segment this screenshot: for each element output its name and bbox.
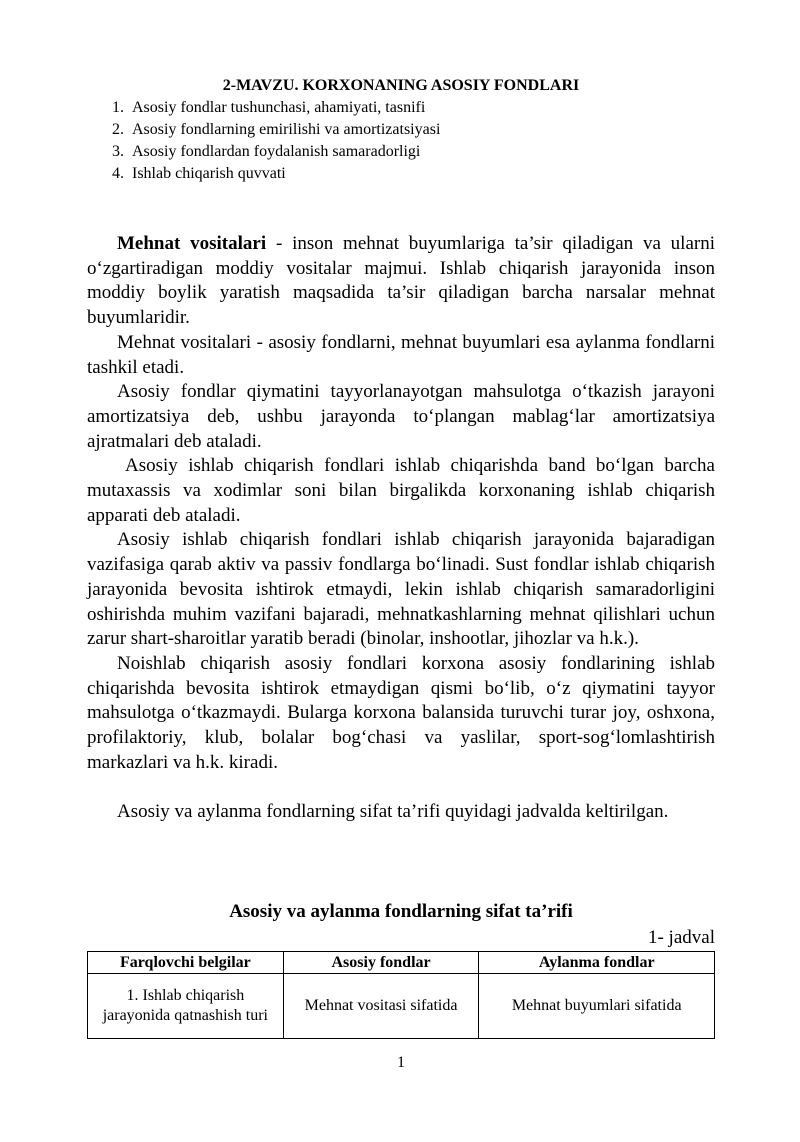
table-header-cell: Asosiy fondlar xyxy=(283,952,479,974)
outline-item: 1. Asosiy fondlar tushunchasi, ahamiyati, tasnifi xyxy=(112,99,426,116)
outline-item: 4. Ishlab chiqarish quvvati xyxy=(112,165,286,182)
paragraph: Asosiy ishlab chiqarish fondlari ishlab chiqarish jarayonida bajaradigan vazifasiga qarab aktiv va passiv fondlarga bo‘linadi. Sust fondlar ishlab chiqarish jarayonida bevosita ishtirok etmaydi, lekin ishlab chiqarish samaradorligini oshirishda muhim vazifani bajaradi, mehnatkashlarning mehnat qilishlari uchun zarur shart-sharoitlar yaratib beradi (binolar, inshootlar, jihozlar va h.k.). xyxy=(87,529,715,650)
table-title: Asosiy va aylanma fondlarning sifat ta’rifi xyxy=(229,901,573,922)
topic-outline xyxy=(87,97,440,185)
term-mehnat-vositalari: Mehnat vositalari xyxy=(117,233,267,254)
paragraph: Asosiy va aylanma fondlarning sifat ta’rifi quyidagi jadvalda keltirilgan. xyxy=(117,801,669,823)
body-text xyxy=(87,232,715,825)
comparison-table xyxy=(87,951,715,1039)
paragraph: Mehnat vositalari - inson mehnat buyumlariga ta’sir qiladigan va ularni o‘zgartiradigan moddiy vositalar majmui. Ishlab chiqarish jarayonida inson moddiy boylik yaratish maqsadida ta’sir qiladigan barcha narsalar mehnat buyumlaridir. xyxy=(87,233,715,329)
table-cell: Mehnat vositasi sifatida xyxy=(283,974,479,1039)
table-number: 1- jadval xyxy=(647,927,715,948)
topic-title: 2-MAVZU. KORXONANING ASOSIY FONDLARI xyxy=(222,77,580,94)
table-header-cell: Aylanma fondlar xyxy=(479,952,715,974)
page-number: 1 xyxy=(397,1054,405,1071)
table-header-row xyxy=(88,952,715,974)
table-cell: Mehnat buyumlari sifatida xyxy=(479,974,715,1039)
table-row xyxy=(88,974,715,1039)
outline-item: 3. Asosiy fondlardan foydalanish samaradorligi xyxy=(112,143,421,160)
paragraph: Noishlab chiqarish asosiy fondlari korxona asosiy fondlarining ishlab chiqarishda bevosita ishtirok etmaydigan qismi bo‘lib, o‘z qiymatini tayyor mahsulotga o‘tkazmaydi. Bularga korxona balansida turuvchi turar joy, oshxona, profilaktoriy, klub, bolalar bog‘chasi va yaslilar, sport-sog‘lomlashtirish markazlari va h.k. kiradi. xyxy=(87,652,715,773)
paragraph: Asosiy ishlab chiqarish fondlari ishlab chiqarishda band bo‘lgan barcha mutaxassis va xodimlar soni bilan birgalikda korxonaning ishlab chiqarish apparati deb ataladi. xyxy=(87,455,715,526)
table-cell: 1. Ishlab chiqarish jarayonida qatnashish turi xyxy=(88,974,284,1039)
paragraph: Asosiy fondlar qiymatini tayyorlanayotgan mahsulotga o‘tkazish jarayoni amortizatsiya deb, ushbu jarayonda to‘plangan mablag‘lar amortizatsiya ajratmalari deb ataladi. xyxy=(87,381,715,452)
paragraph: Mehnat vositalari - asosiy fondlarni, mehnat buyumlari esa aylanma fondlarni tashkil etadi. xyxy=(87,331,715,378)
table-header-cell: Farqlovchi belgilar xyxy=(88,952,284,974)
outline-item: 2. Asosiy fondlarning emirilishi va amortizatsiyasi xyxy=(112,121,441,138)
